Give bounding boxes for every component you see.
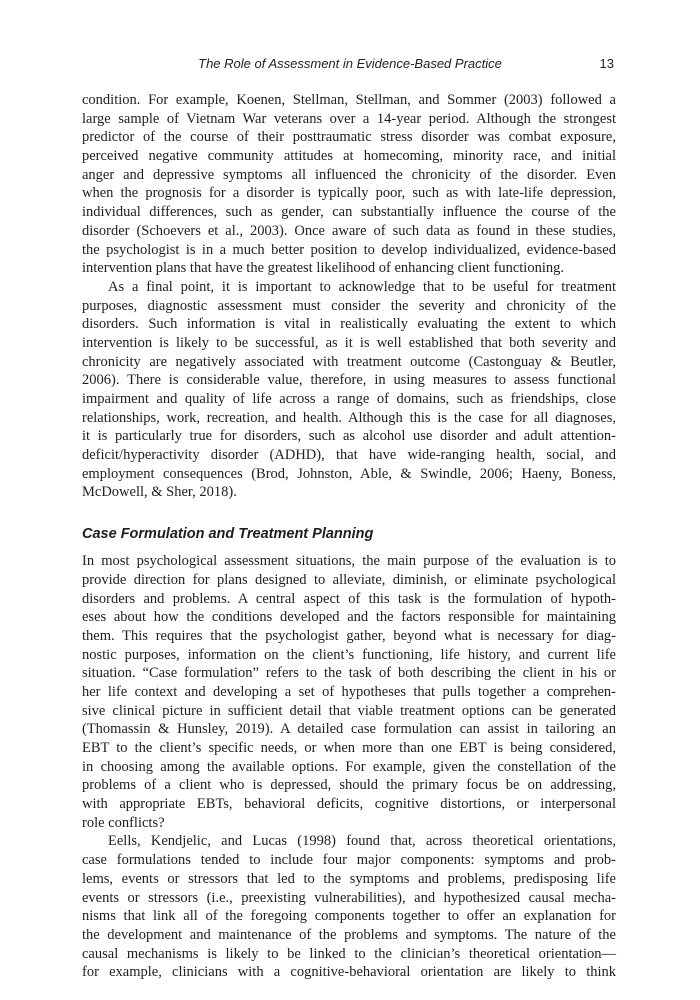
- text-line: situation. “Case formulation” refers to the task of both describing the client in his or: [82, 665, 616, 682]
- text-line: disorder (Schoevers et al., 2003). Once aware of such data as found in these studies,: [82, 222, 616, 239]
- text-line: problems of a client who is depressed, should the primary focus be on addressing,: [82, 777, 616, 794]
- text-line: them. This requires that the psychologist gather, beyond what is necessary for diag-: [82, 627, 616, 644]
- text-line: perceived negative community attitudes at homecoming, minority race, and initial: [82, 148, 616, 165]
- text-line: condition. For example, Koenen, Stellman, Stellman, and Sommer (2003) followed a: [82, 92, 616, 108]
- text-line: causal mechanisms is likely to be linked to the clinician’s theoretical orientation—: [82, 945, 616, 962]
- text-line: purposes, diagnostic assessment must consider the severity and chronicity of the: [82, 297, 616, 314]
- text-line: when the prognosis for a disorder is typically poor, such as with late-life depression,: [82, 185, 616, 202]
- text-line: relationships, work, recreation, and health. Although this is the case for all diagnoses,: [82, 409, 616, 426]
- paragraph: [82, 552, 616, 832]
- paragraph: [82, 832, 616, 982]
- text-line: eses about how the conditions developed and the factors responsible for maintaining: [82, 609, 616, 626]
- text-line: nisms that link all of the foregoing components together to offer an explanation for: [82, 908, 616, 925]
- text-line: role conflicts?: [82, 814, 165, 831]
- text-line: deficit/hyperactivity disorder (ADHD), that have wide-ranging health, social, and: [82, 447, 616, 464]
- text-line: intervention plans that have the greatest likelihood of enhancing client functioning.: [82, 260, 564, 277]
- text-line: sive clinical picture in sufficient detail that viable treatment options can be generated: [82, 702, 616, 719]
- section-heading: Case Formulation and Treatment Planning: [82, 526, 374, 543]
- page-number: 13: [599, 56, 614, 71]
- text-line: large sample of Vietnam War veterans over a 14-year period. Although the strongest: [82, 110, 616, 127]
- text-line: with appropriate EBTs, behavioral deficits, cognitive distortions, or interpersonal: [82, 796, 616, 813]
- page-body: [82, 91, 616, 982]
- text-line: events or stressors (i.e., preexisting vulnerabilities), and hypothesized causal mecha-: [82, 889, 616, 906]
- text-line: predictor of the course of their posttraumatic stress disorder was combat exposure,: [82, 129, 616, 146]
- paragraph: [82, 91, 616, 278]
- text-line: the development and maintenance of the problems and symptoms. The nature of the: [82, 926, 616, 943]
- text-line: it is particularly true for disorders, such as alcohol use disorder and adult attention-: [82, 428, 616, 445]
- text-line: intervention is likely to be successful, as it is well established that both severity and: [82, 334, 616, 351]
- text-line: EBT to the client’s specific needs, or when more than one EBT is being considered,: [82, 740, 616, 756]
- text-line: lems, events or stressors that led to the symptoms and problems, predisposing life: [82, 870, 616, 887]
- text-line: In most psychological assessment situations, the main purpose of the evaluation is to: [82, 553, 616, 570]
- text-line: in choosing among the available options. For example, given the constellation of the: [82, 758, 616, 775]
- text-line: provide direction for plans designed to alleviate, diminish, or eliminate psychological: [82, 571, 616, 588]
- running-header-title: The Role of Assessment in Evidence-Based Practice: [198, 56, 502, 71]
- text-line: disorders. Such information is vital in realistically evaluating the extent to which: [82, 316, 616, 333]
- paragraph: [82, 278, 616, 502]
- text-line: individual differences, such as gender, can substantially influence the course of the: [82, 204, 616, 221]
- text-line: her life context and developing a set of hypotheses that pulls together a comprehen-: [82, 683, 616, 700]
- text-line: the psychologist is in a much better position to develop individualized, evidence-based: [82, 241, 616, 258]
- text-line: (Thomassin & Hunsley, 2019). A detailed case formulation can assist in tailoring an: [82, 721, 616, 738]
- text-line: impairment and quality of life across a range of domains, such as friendships, close: [82, 391, 616, 407]
- text-line: anger and depressive symptoms all influenced the chronicity of the disorder. Even: [82, 166, 616, 183]
- text-line: nostic purposes, information on the client’s functioning, life history, and current life: [82, 646, 616, 663]
- text-line: As a final point, it is important to acknowledge that to be useful for treatment: [108, 278, 616, 295]
- text-line: disorders and problems. A central aspect of this task is the formulation of hypoth-: [82, 590, 616, 607]
- text-line: McDowell, & Sher, 2018).: [82, 484, 237, 501]
- text-line: Eells, Kendjelic, and Lucas (1998) found that, across theoretical orientations,: [108, 833, 616, 850]
- text-line: chronicity are negatively associated with treatment outcome (Castonguay & Beutler,: [82, 353, 616, 370]
- text-line: for example, clinicians with a cognitive-behavioral orientation are likely to think: [82, 964, 616, 981]
- text-line: case formulations tended to include four major components: symptoms and prob-: [82, 852, 616, 869]
- text-line: employment consequences (Brod, Johnston, Able, & Swindle, 2006; Haeny, Boness,: [82, 465, 616, 482]
- text-line: 2006). There is considerable value, therefore, in using measures to assess functional: [82, 372, 616, 389]
